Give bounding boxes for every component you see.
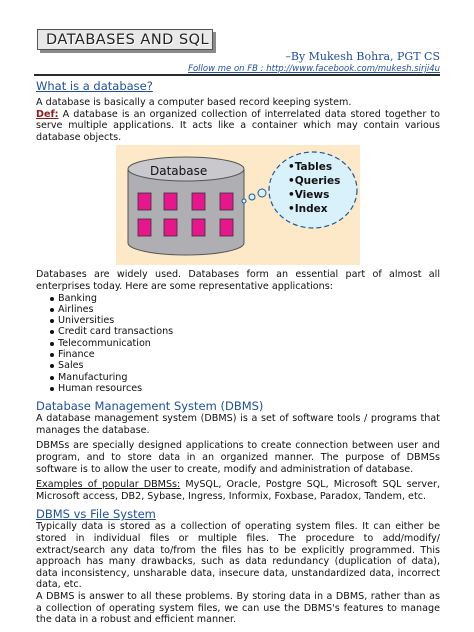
dbms-purpose: DBMSs are specially designed applications to create connection between user and program, and to store data in an organized manner. The purpose of DBMSs software is to allow the user to create, modify and administration of database.	[36, 440, 440, 475]
thought-dot	[258, 189, 266, 197]
list-item: Sales	[50, 360, 440, 371]
record-square	[164, 219, 177, 236]
database-label: Database	[150, 164, 208, 179]
record-square	[220, 193, 233, 210]
cloud-item-queries: •Queries	[288, 175, 341, 188]
list-item: Universities	[50, 315, 440, 326]
main-content	[36, 80, 440, 626]
record-square	[138, 193, 151, 210]
record-square	[192, 219, 205, 236]
applications-list	[36, 293, 440, 395]
database-illustration	[116, 145, 360, 265]
thought-dot	[249, 194, 255, 200]
definition-text: A database is an organized collection of interrelated data stored together to serve multiple applications. It acts like a container which may contain various database objects.	[36, 108, 440, 143]
facebook-link[interactable]: Follow me on FB : http://www.facebook.com/mukesh.sirji4u	[188, 64, 440, 74]
list-item: Telecommunication	[50, 338, 440, 349]
section-heading-what-is-database: What is a database?	[36, 79, 153, 93]
list-item: Finance	[50, 349, 440, 360]
cloud-item-index: •Index	[288, 203, 328, 216]
document-title: DATABASES AND SQL	[37, 29, 213, 50]
database-definition	[36, 109, 440, 144]
list-item: Manufacturing	[50, 372, 440, 383]
dbms-definition: A database management system (DBMS) is a set of software tools / programs that manages the database.	[36, 413, 440, 436]
header-divider	[34, 74, 440, 76]
cloud-item-views: •Views	[288, 189, 330, 202]
dbms-answer: A DBMS is answer to all these problems. By storing data in a DBMS, rather than as a collection of operating system files, we can use the DBMS's features to manage the data in a robust and efficient manner.	[36, 590, 440, 626]
definition-label: Def:	[36, 108, 59, 120]
list-item: Airlines	[50, 304, 440, 315]
list-item: Human resources	[50, 383, 440, 394]
applications-intro: Databases are widely used. Databases form an essential part of almost all enterprises today. Here are some representative applications:	[36, 269, 440, 292]
section-heading-dbms-vs-file: DBMS vs File System	[36, 507, 156, 522]
author-line: –By Mukesh Bohra, PGT CS	[285, 50, 440, 63]
file-system-drawbacks: Typically data is stored as a collection of operating system files. It can either be stored in individual files or multiple files. The procedure to add/modify/ extract/search any data to/from the files has to be explicitly programmed. This approach has many drawbacks, such as data redundancy (duplication of data), data inconsistency, unsharable data, insecure data, unstandardized data, incorrect data, etc.	[36, 521, 440, 591]
dbms-examples	[36, 479, 440, 502]
examples-text: MySQL, Oracle, Postgre SQL, Microsoft SQL server, Microsoft access, DB2, Sybase, Ingress, Informix, Foxbase, Paradox, Tandem, etc.	[36, 479, 440, 502]
list-item: Credit card transactions	[50, 326, 440, 337]
database-intro: A database is basically a computer based record keeping system.	[36, 97, 352, 108]
section-heading-dbms: Database Management System (DBMS)	[36, 399, 264, 414]
examples-label: Examples of popular DBMSs:	[36, 479, 181, 491]
thought-dot	[242, 199, 246, 203]
record-square	[192, 193, 205, 210]
database-diagram	[36, 145, 440, 265]
record-square	[220, 219, 233, 236]
cloud-item-tables: •Tables	[288, 161, 333, 174]
list-item: Banking	[50, 293, 440, 304]
record-square	[164, 193, 177, 210]
record-square	[138, 219, 151, 236]
